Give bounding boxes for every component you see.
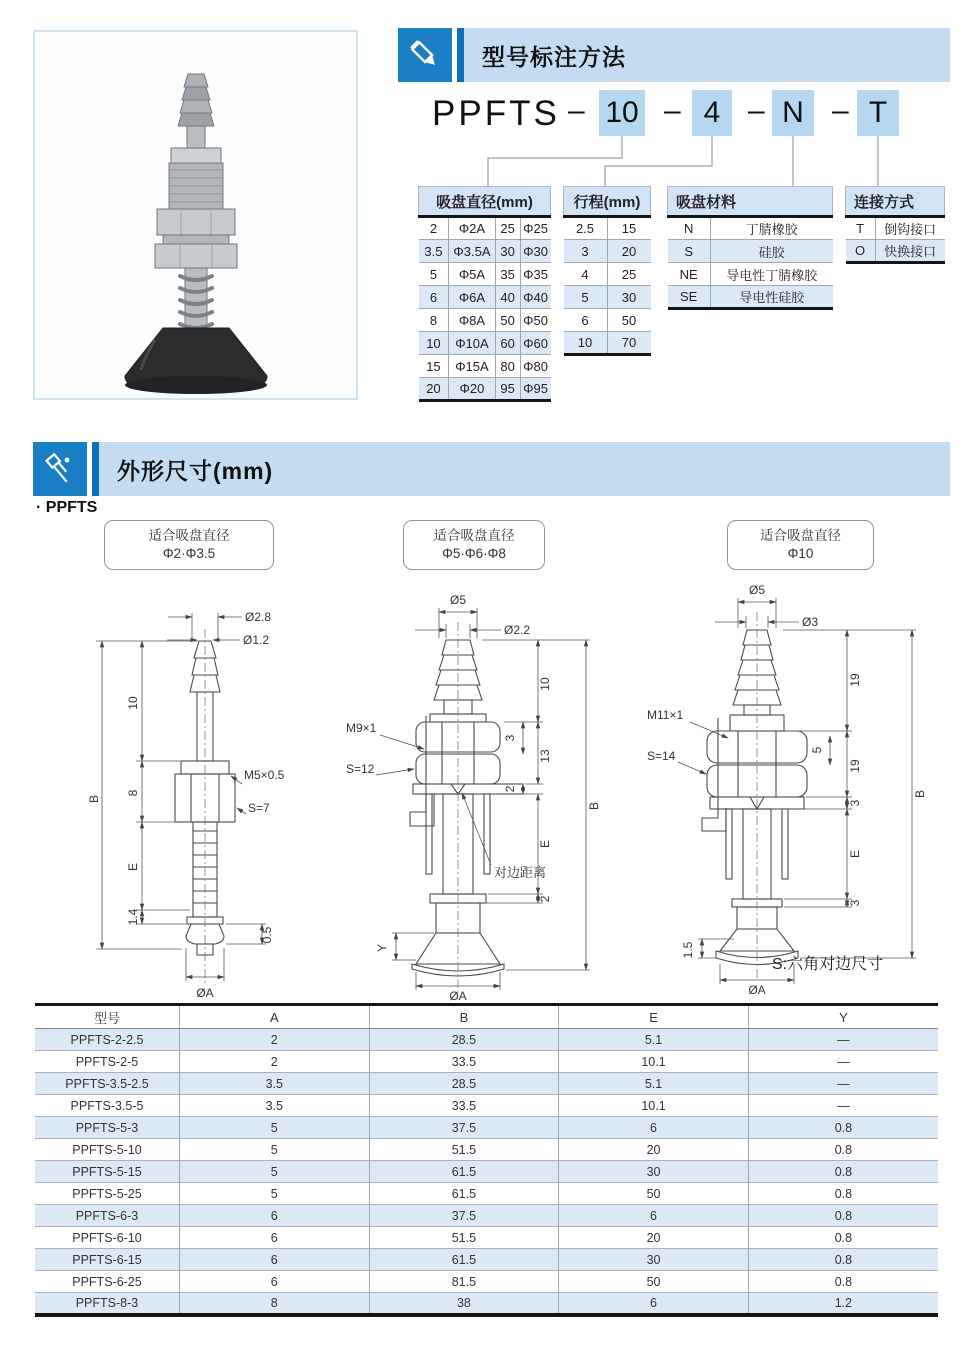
table-cell: — <box>748 1029 938 1051</box>
table-cell: Φ6A <box>449 286 495 309</box>
table-cell: 5 <box>179 1161 369 1183</box>
material-table-title: 吸盘材料 <box>668 187 833 217</box>
table-cell: 0.8 <box>748 1183 938 1205</box>
table-row <box>419 378 551 401</box>
table-row <box>419 286 551 309</box>
table-cell: 3.5 <box>419 240 449 263</box>
spec-col-y: Y <box>748 1005 938 1029</box>
svg-text:19: 19 <box>848 759 862 773</box>
svg-text:ØA: ØA <box>196 986 214 1000</box>
svg-text:10: 10 <box>126 696 140 710</box>
svg-text:13: 13 <box>538 749 552 763</box>
table-cell: 61.5 <box>369 1183 559 1205</box>
caption-line: 适合吸盘直径 <box>760 528 841 543</box>
table-row <box>419 332 551 355</box>
stroke-table-body <box>564 217 651 355</box>
connection-table-title: 连接方式 <box>846 187 945 217</box>
table-cell: 50 <box>559 1183 749 1205</box>
table-cell: 60 <box>495 332 520 355</box>
table-cell: 10 <box>564 332 608 355</box>
table-row <box>35 1117 938 1139</box>
svg-text:B: B <box>913 789 927 799</box>
svg-text:Ø5: Ø5 <box>748 583 766 597</box>
table-row <box>35 1051 938 1073</box>
table-cell: N <box>684 221 694 236</box>
svg-text:10: 10 <box>538 677 552 691</box>
table-row <box>668 286 833 309</box>
table-row <box>564 332 651 355</box>
table-cell: Φ60 <box>520 332 550 355</box>
table-row <box>419 309 551 332</box>
table-cell: Φ80 <box>520 355 550 378</box>
spec-col-b: B <box>369 1005 559 1029</box>
svg-text:0.5: 0.5 <box>260 926 274 944</box>
spec-table-header-row <box>35 1005 938 1029</box>
table-cell: 0.8 <box>748 1139 938 1161</box>
table-cell: 1.2 <box>748 1293 938 1315</box>
table-cell: 6 <box>179 1227 369 1249</box>
table-cell: 5 <box>564 286 608 309</box>
table-row <box>564 240 651 263</box>
table-cell: 30 <box>559 1161 749 1183</box>
svg-text:Ø2.8: Ø2.8 <box>245 610 272 624</box>
svg-text:3: 3 <box>503 734 517 742</box>
svg-text:Ø2.2: Ø2.2 <box>504 623 531 637</box>
table-cell: 33.5 <box>369 1051 559 1073</box>
svg-text:M11×1: M11×1 <box>647 708 684 722</box>
caption-line: Φ2·Φ3.5 <box>162 546 216 561</box>
table-cell: 0.8 <box>748 1205 938 1227</box>
section-title: 型号标注方法 <box>464 28 950 82</box>
table-cell: Φ25 <box>520 217 550 240</box>
model-part-stroke: 4 <box>692 90 732 136</box>
table-cell: 28.5 <box>369 1029 559 1051</box>
table-cell: 0.8 <box>748 1161 938 1183</box>
table-cell: 10.1 <box>559 1051 749 1073</box>
table-cell: 5 <box>179 1139 369 1161</box>
table-cell: 70 <box>607 332 651 355</box>
spec-col-model: 型号 <box>35 1005 179 1029</box>
svg-text:Y: Y <box>375 943 389 953</box>
table-cell: 5.1 <box>559 1029 749 1051</box>
table-row <box>419 240 551 263</box>
caption-line: 适合吸盘直径 <box>433 528 515 543</box>
table-cell: PPFTS-5-25 <box>35 1183 179 1205</box>
material-table-body <box>668 217 833 309</box>
caption-line: Φ10 <box>787 546 814 561</box>
table-cell: 8 <box>419 309 449 332</box>
table-cell: 8 <box>179 1293 369 1315</box>
table-cell: Φ35 <box>520 263 550 286</box>
table-cell: 35 <box>495 263 520 286</box>
table-row <box>35 1161 938 1183</box>
table-row <box>564 217 651 240</box>
table-cell: PPFTS-5-3 <box>35 1117 179 1139</box>
table-cell: 6 <box>179 1271 369 1293</box>
table-row <box>564 309 651 332</box>
pencil-icon <box>398 28 452 82</box>
table-row <box>846 217 945 240</box>
table-cell: 0.8 <box>748 1227 938 1249</box>
caption-box-2 <box>403 520 545 570</box>
table-cell: Φ2A <box>449 217 495 240</box>
svg-text:Ø3: Ø3 <box>802 615 819 629</box>
stroke-table-title: 行程(mm) <box>564 187 651 217</box>
model-separator: – <box>664 94 681 127</box>
table-cell: T <box>856 221 865 236</box>
svg-text:E: E <box>126 862 140 872</box>
svg-text:5: 5 <box>810 746 824 754</box>
model-part-connection: T <box>857 90 899 136</box>
table-cell: PPFTS-6-25 <box>35 1271 179 1293</box>
drawing-large-model <box>622 568 952 998</box>
table-cell: — <box>748 1051 938 1073</box>
table-cell: SE <box>668 286 711 309</box>
svg-text:S=7: S=7 <box>248 801 270 815</box>
drawing-small-model <box>50 585 320 1005</box>
header-accent-bar <box>92 442 99 496</box>
table-cell: 3.5 <box>179 1073 369 1095</box>
svg-text:1.5: 1.5 <box>681 941 695 959</box>
table-cell: 6 <box>419 286 449 309</box>
drawing-medium-model <box>318 572 618 1002</box>
table-row <box>35 1249 938 1271</box>
table-cell: PPFTS-8-3 <box>35 1293 179 1315</box>
table-cell: Φ3.5A <box>449 240 495 263</box>
svg-text:ØA: ØA <box>748 983 766 997</box>
model-connector-lines <box>398 136 958 188</box>
table-cell: PPFTS-3.5-2.5 <box>35 1073 179 1095</box>
svg-text:对边距离: 对边距离 <box>494 865 547 880</box>
model-separator: – <box>748 94 765 127</box>
table-row <box>846 240 945 263</box>
table-cell: — <box>748 1095 938 1117</box>
caption-box-3 <box>727 520 874 570</box>
model-part-diameter: 10 <box>599 90 645 136</box>
table-cell: 30 <box>495 240 520 263</box>
table-cell: 61.5 <box>369 1161 559 1183</box>
material-table <box>667 186 833 310</box>
dimensions-header <box>33 442 950 496</box>
connection-table-body <box>846 217 945 263</box>
table-row <box>564 263 651 286</box>
table-cell: 6 <box>559 1117 749 1139</box>
svg-text:8: 8 <box>126 789 140 797</box>
table-cell: 快换接口 <box>875 240 944 263</box>
model-part-material: N <box>772 90 814 136</box>
table-row <box>35 1227 938 1249</box>
table-cell: 6 <box>179 1249 369 1271</box>
table-cell: PPFTS-5-15 <box>35 1161 179 1183</box>
table-cell: 6 <box>564 309 608 332</box>
svg-text:M5×0.5: M5×0.5 <box>244 768 285 782</box>
table-cell: 5 <box>419 263 449 286</box>
table-cell: Φ50 <box>520 309 550 332</box>
model-separator: – <box>832 94 849 127</box>
table-cell: 37.5 <box>369 1205 559 1227</box>
table-cell: 51.5 <box>369 1139 559 1161</box>
svg-text:19: 19 <box>848 673 862 687</box>
table-cell: 50 <box>559 1271 749 1293</box>
table-cell: PPFTS-6-10 <box>35 1227 179 1249</box>
table-cell: 丁腈橡胶 <box>710 217 832 240</box>
diameter-table-body <box>419 217 551 401</box>
header-accent-bar <box>457 28 464 82</box>
svg-text:2: 2 <box>538 895 552 903</box>
table-cell: PPFTS-5-10 <box>35 1139 179 1161</box>
table-cell: 15 <box>419 355 449 378</box>
table-cell: 15 <box>607 217 651 240</box>
table-cell: 95 <box>495 378 520 401</box>
stroke-table <box>563 186 651 356</box>
svg-text:3: 3 <box>848 799 862 807</box>
table-cell: 3.5 <box>179 1095 369 1117</box>
table-cell: Φ10A <box>449 332 495 355</box>
table-cell: NE <box>668 263 711 286</box>
table-cell: 50 <box>607 309 651 332</box>
table-cell: 30 <box>607 286 651 309</box>
spec-table-body <box>35 1029 938 1315</box>
svg-text:2: 2 <box>503 785 517 793</box>
hex-flats-note: S:六角对边尺寸 <box>772 956 884 973</box>
table-cell: 6 <box>559 1293 749 1315</box>
table-row <box>35 1029 938 1051</box>
table-row <box>35 1205 938 1227</box>
svg-text:M9×1: M9×1 <box>346 721 377 735</box>
table-cell: 硅胶 <box>710 240 832 263</box>
table-cell: 10.1 <box>559 1095 749 1117</box>
svg-text:ØA: ØA <box>449 989 467 1002</box>
table-cell: 3 <box>564 240 608 263</box>
table-cell: 10 <box>419 332 449 355</box>
spec-table <box>35 1003 938 1317</box>
svg-text:Ø5: Ø5 <box>449 593 467 607</box>
table-cell: Φ5A <box>449 263 495 286</box>
table-cell: S <box>668 240 711 263</box>
svg-text:1.4: 1.4 <box>126 908 140 926</box>
table-cell: 0.8 <box>748 1249 938 1271</box>
table-cell: 导电性丁腈橡胶 <box>710 263 832 286</box>
svg-text:S=14: S=14 <box>647 749 676 763</box>
caption-box-1 <box>104 520 274 570</box>
model-prefix: PPFTS <box>432 94 560 133</box>
table-cell: 25 <box>607 263 651 286</box>
table-cell: PPFTS-2-2.5 <box>35 1029 179 1051</box>
table-row <box>35 1183 938 1205</box>
table-row <box>35 1139 938 1161</box>
table-row <box>668 217 833 240</box>
svg-text:E: E <box>848 849 862 859</box>
table-cell: PPFTS-6-3 <box>35 1205 179 1227</box>
svg-text:B: B <box>587 801 601 811</box>
table-cell: 4 <box>564 263 608 286</box>
table-cell: Φ20 <box>449 378 495 401</box>
table-cell: Φ8A <box>449 309 495 332</box>
connection-table <box>845 186 945 264</box>
table-cell: 33.5 <box>369 1095 559 1117</box>
table-row <box>419 263 551 286</box>
table-cell: 20 <box>559 1227 749 1249</box>
table-cell: PPFTS-3.5-5 <box>35 1095 179 1117</box>
table-cell: 5 <box>179 1183 369 1205</box>
table-cell: Φ30 <box>520 240 550 263</box>
spec-col-e: E <box>559 1005 749 1029</box>
table-row <box>668 263 833 286</box>
caption-line: 适合吸盘直径 <box>148 528 230 543</box>
svg-text:S=12: S=12 <box>346 762 375 776</box>
table-cell: 0.8 <box>748 1117 938 1139</box>
table-cell: 20 <box>607 240 651 263</box>
series-label: · PPFTS <box>36 499 98 516</box>
table-row <box>35 1271 938 1293</box>
table-cell: 2 <box>179 1029 369 1051</box>
table-cell: Φ15A <box>449 355 495 378</box>
table-row <box>35 1073 938 1095</box>
svg-text:B: B <box>87 794 101 804</box>
caption-line: Φ5·Φ6·Φ8 <box>442 546 506 561</box>
table-cell: 5 <box>179 1117 369 1139</box>
table-cell: — <box>748 1073 938 1095</box>
table-cell: 30 <box>559 1249 749 1271</box>
table-cell: 2 <box>179 1051 369 1073</box>
suction-cup-photo-illustration <box>35 32 356 398</box>
table-cell: 61.5 <box>369 1249 559 1271</box>
product-photo <box>33 30 358 400</box>
table-cell: Φ40 <box>520 286 550 309</box>
table-cell: 2.5 <box>575 221 595 236</box>
table-cell: 导电性硅胶 <box>710 286 832 309</box>
table-cell: 37.5 <box>369 1117 559 1139</box>
table-cell: 20 <box>559 1139 749 1161</box>
table-cell: 38 <box>369 1293 559 1315</box>
model-separator: – <box>568 94 585 127</box>
table-cell: 25 <box>495 217 520 240</box>
table-cell: 28.5 <box>369 1073 559 1095</box>
table-row <box>668 240 833 263</box>
section-title: 外形尺寸(mm) <box>99 442 950 496</box>
table-cell: 20 <box>419 378 449 401</box>
table-cell: 40 <box>495 286 520 309</box>
model-notation-header <box>398 28 950 82</box>
svg-text:3: 3 <box>848 899 862 907</box>
table-cell: 51.5 <box>369 1227 559 1249</box>
table-cell: 2 <box>429 221 438 236</box>
table-cell: PPFTS-2-5 <box>35 1051 179 1073</box>
diameter-table-title: 吸盘直径(mm) <box>419 187 551 217</box>
svg-text:Ø1.2: Ø1.2 <box>243 633 270 647</box>
table-cell: O <box>846 240 876 263</box>
table-row <box>419 217 551 240</box>
table-cell: 6 <box>559 1205 749 1227</box>
table-row <box>35 1293 938 1315</box>
table-cell: PPFTS-6-15 <box>35 1249 179 1271</box>
table-cell: Φ95 <box>520 378 550 401</box>
table-cell: 6 <box>179 1205 369 1227</box>
table-row <box>35 1095 938 1117</box>
table-cell: 0.8 <box>748 1271 938 1293</box>
caliper-icon <box>33 442 87 496</box>
table-cell: 50 <box>495 309 520 332</box>
table-cell: 81.5 <box>369 1271 559 1293</box>
table-row <box>419 355 551 378</box>
diameter-table <box>418 186 551 402</box>
table-row <box>564 286 651 309</box>
table-cell: 80 <box>495 355 520 378</box>
table-cell: 5.1 <box>559 1073 749 1095</box>
svg-text:E: E <box>538 839 552 849</box>
spec-col-a: A <box>179 1005 369 1029</box>
table-cell: 倒钩接口 <box>875 217 944 240</box>
